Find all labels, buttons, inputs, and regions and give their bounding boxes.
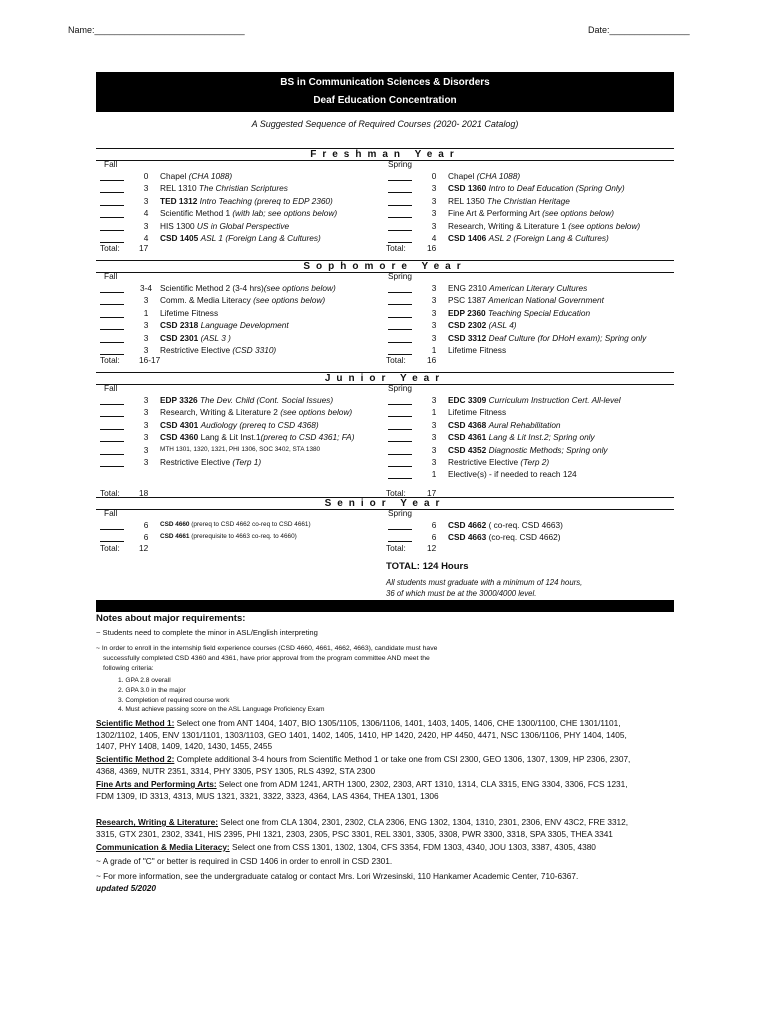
scientific-method-1-note: [96, 718, 686, 753]
course-entry: [448, 332, 646, 344]
spring-total-value: 16: [427, 243, 437, 254]
course-entry: [448, 170, 520, 182]
course-blank[interactable]: [100, 283, 124, 293]
note-internship-3: following criteria:: [103, 665, 154, 672]
credit-hours: 0: [431, 171, 437, 181]
credit-hours: 6: [431, 532, 437, 543]
course-entry: [448, 444, 608, 456]
course-entry: [160, 531, 297, 543]
freshman-year-header: Freshman Year: [96, 148, 674, 161]
course-title: Lifetime Fitness: [160, 307, 219, 318]
spring-total-label: Total:: [386, 487, 406, 498]
course-note: Curriculum Instruction Cert. All-level: [488, 395, 621, 405]
course-code: CSD 1405: [160, 233, 201, 243]
credit-hours: 3: [143, 345, 149, 355]
criteria-item: 1. GPA 2.8 overall: [118, 677, 171, 684]
credit-hours: 3: [431, 444, 437, 455]
course-entry: [448, 282, 587, 294]
course-entry: [160, 182, 288, 194]
course-code: CSD 4360: [160, 432, 201, 443]
credit-hours: 1: [431, 345, 437, 355]
course-entry: [448, 344, 506, 356]
credit-hours: 3: [431, 208, 437, 219]
course-blank[interactable]: [100, 333, 124, 343]
course-note: The Christian Scriptures: [198, 183, 288, 194]
cml-text: Select one from CSS 1301, 1302, 1304, CFS 3354, FDM 1303, 4340, JOU 1303, 3387, 4305, 4380: [229, 842, 596, 852]
course-title: Research, Writing & Literature 2: [160, 407, 281, 418]
program-title: BS in Communication Sciences & Disorders: [280, 77, 490, 88]
course-title: Scientific Method 1: [160, 208, 233, 219]
spring-total-value: 12: [427, 542, 437, 553]
note-minor: ~ Students need to complete the minor in ASL/English interpreting: [96, 628, 318, 637]
credit-hours: 3: [431, 395, 437, 405]
fall-total-value: 12: [139, 542, 149, 553]
course-code: EDP 3326: [160, 395, 200, 405]
cml-label: Communication & Media Literacy:: [96, 842, 230, 852]
course-code: CSD 4663: [448, 532, 489, 543]
spring-total-value: 17: [427, 487, 437, 498]
concentration-title: Deaf Education Concentration: [313, 95, 457, 106]
credit-hours: 3: [431, 419, 437, 430]
fa-text: Select one from ADM 1241, ARTH 1300, 2302, 2303, ART 1310, 1314, CLA 3315, ENG 3304, 3306, FCS 1231,: [216, 779, 628, 789]
course-entry: [160, 220, 289, 232]
course-note: ASL 2 (Foreign Lang & Cultures): [488, 233, 609, 243]
credit-hours: 3: [431, 295, 437, 306]
course-blank[interactable]: [100, 457, 124, 467]
credit-hours: 6: [431, 520, 437, 530]
fall-label: Fall: [104, 159, 118, 169]
course-blank[interactable]: [388, 407, 412, 417]
course-title: (prereq to CSD 4662 co-req to CSD 4661): [191, 521, 311, 528]
course-code: CSD 1406: [448, 233, 489, 243]
course-entry: [160, 207, 337, 219]
graduation-note-1: All students must graduate with a minimum of 124 hours,: [386, 578, 583, 587]
credit-hours: 1: [431, 407, 437, 418]
course-blank[interactable]: [100, 196, 124, 206]
course-title: (prerequisite to 4663 co-req. to 4660): [191, 533, 297, 541]
spring-label: Spring: [388, 159, 412, 169]
course-entry: [160, 307, 218, 319]
fall-total-value: 16-17: [139, 355, 161, 366]
criteria-item: 2. GPA 3.0 in the major: [118, 686, 186, 694]
research-writing-note: [96, 817, 686, 840]
course-note: (see options below): [568, 220, 641, 231]
course-note: Diagnostic Methods; Spring only: [488, 444, 608, 455]
fall-label: Fall: [104, 271, 118, 281]
course-blank[interactable]: [100, 320, 124, 330]
course-title: Lifetime Fitness: [448, 407, 507, 418]
junior-year-header: Junior Year: [96, 372, 674, 385]
course-code: CSD 4661: [160, 533, 192, 541]
credit-hours: 3: [143, 407, 149, 418]
credit-hours: 3: [431, 307, 437, 318]
fall-total-label: Total:: [100, 487, 120, 498]
course-blank[interactable]: [388, 395, 412, 405]
course-title: Chapel: [160, 171, 189, 181]
course-entry: [448, 220, 640, 232]
credit-hours: 3: [143, 395, 149, 405]
scientific-method-2-note: [96, 754, 686, 777]
course-title: Scientific Method 2 (3-4 hrs): [160, 283, 264, 293]
course-code: CSD 2318: [160, 320, 201, 331]
course-note: (CHA 1088): [476, 171, 521, 181]
course-blank[interactable]: [388, 420, 412, 430]
course-note: (see options below): [263, 283, 336, 293]
course-title: Comm. & Media Literacy: [160, 295, 254, 306]
course-title: PSC 1387: [448, 295, 489, 306]
spring-label: Spring: [388, 271, 412, 281]
spring-total-value: 16: [427, 355, 437, 366]
course-entry: [160, 431, 354, 443]
course-code: EDC 3309: [448, 395, 489, 405]
fa-text: FDM 1309, ID 3313, 4313, MUS 1321, 3321, 3322, 3323, 4364, LAS 4364, THEA 1301, 1306: [96, 790, 439, 801]
notes-heading: Notes about major requirements:: [96, 613, 246, 624]
criteria-item: 4. Must achieve passing score on the ASL Language Proficiency Exam: [118, 706, 325, 714]
course-note: Lang & Lit Inst.2; Spring only: [488, 432, 595, 443]
fall-total-value: 18: [139, 487, 149, 498]
course-entry: [160, 406, 352, 418]
course-blank[interactable]: [100, 445, 124, 455]
credit-hours: 3: [143, 183, 149, 194]
course-title: REL 1350: [448, 195, 487, 206]
course-code: CSD 4368: [448, 419, 489, 430]
course-blank[interactable]: [100, 407, 124, 417]
course-blank[interactable]: [100, 395, 124, 405]
spring-label: Spring: [388, 383, 412, 393]
course-blank[interactable]: [388, 432, 412, 442]
course-note: Aural Rehabilitation: [488, 419, 561, 430]
course-note: American National Government: [488, 295, 604, 306]
credit-hours: 3: [143, 457, 149, 467]
note-internship-1: ~ In order to enroll in the internship field experience courses (CSD 4660, 4661, 4662, 4663), candidate must have: [96, 645, 438, 652]
course-blank[interactable]: [388, 196, 412, 206]
course-blank[interactable]: [388, 171, 412, 181]
course-note: The Christian Heritage: [486, 195, 570, 206]
credit-hours: 3: [143, 195, 149, 206]
course-code: CSD 2302: [448, 320, 489, 331]
course-note: Language Development: [200, 320, 289, 331]
course-entry: [160, 195, 333, 207]
course-blank[interactable]: [388, 320, 412, 330]
course-title: REL 1310: [160, 183, 199, 194]
course-title: Restrictive Elective: [160, 457, 233, 467]
course-blank[interactable]: [100, 208, 124, 218]
credit-hours: 3: [431, 195, 437, 206]
course-entry: [160, 456, 261, 468]
course-code: CSD 4301: [160, 419, 201, 430]
course-code: CSD 2301: [160, 332, 201, 343]
sm1-label: Scientific Method 1:: [96, 718, 175, 728]
course-entry: [160, 344, 276, 356]
date-field-label: Date:________________: [588, 25, 690, 35]
credit-hours: 0: [143, 171, 149, 181]
fall-total-value: 17: [139, 243, 149, 254]
course-blank[interactable]: [388, 457, 412, 467]
course-entry: [160, 232, 321, 244]
comm-media-note: [96, 842, 686, 854]
senior-year-header: Senior Year: [96, 497, 674, 510]
course-entry: [160, 444, 320, 456]
course-blank[interactable]: [388, 208, 412, 218]
course-blank[interactable]: [100, 420, 124, 430]
credit-hours: 3: [431, 432, 437, 443]
credit-hours: 3: [431, 332, 437, 343]
course-blank[interactable]: [388, 333, 412, 343]
credit-hours: 4: [431, 233, 437, 243]
course-note: Teaching Special Education: [487, 307, 591, 318]
course-entry: [448, 519, 563, 531]
course-code: CSD 4660: [160, 521, 192, 528]
course-entry: [448, 531, 561, 543]
credit-hours: 3-4: [140, 283, 152, 293]
credit-hours: 3: [143, 295, 149, 306]
fall-label: Fall: [104, 508, 118, 518]
course-code: CSD 1360: [448, 183, 489, 194]
credit-hours: 1: [143, 307, 149, 318]
title-banner: [96, 72, 674, 112]
course-title: Elective(s) - if needed to reach 124: [448, 469, 577, 480]
course-note: Intro to Deaf Education (Spring Only): [488, 183, 625, 194]
credit-hours: 3: [143, 332, 149, 343]
credit-hours: 3: [431, 183, 437, 194]
course-entry: [448, 456, 549, 468]
name-field-label: Name:______________________________: [68, 25, 245, 35]
fa-label: Fine Arts and Performing Arts:: [96, 779, 217, 789]
note-grade: ~ A grade of "C" or better is required in CSD 1406 in order to enroll in CSD 2301.: [96, 856, 393, 866]
course-entry: [448, 207, 614, 219]
course-note: (with lab; see options below): [232, 208, 338, 219]
notes-divider: [96, 600, 674, 612]
course-entry: [448, 307, 590, 319]
credit-hours: 4: [143, 208, 149, 219]
course-blank[interactable]: [100, 171, 124, 181]
course-note: (prereq to CSD 4361; FA): [260, 432, 355, 443]
credit-hours: 3: [431, 457, 437, 467]
course-code: CSD 4361: [448, 432, 489, 443]
course-note: US in Global Perspective: [196, 220, 290, 231]
credit-hours: 4: [143, 233, 149, 243]
sm1-text: 1407, PHY 1408, 1409, 1420, 1430, 1455, 2455: [96, 741, 273, 751]
sm2-text: 4368, 4369, NUTR 2351, 3314, PHY 3305, PSY 1305, RLS 4392, STA 2300: [96, 765, 376, 776]
course-entry: [160, 394, 333, 406]
course-entry: [160, 332, 231, 344]
course-blank[interactable]: [100, 432, 124, 442]
course-blank[interactable]: [100, 520, 124, 530]
course-entry: [448, 195, 570, 207]
course-note: (ASL 3 ): [200, 332, 231, 343]
course-code: CSD 4352: [448, 444, 489, 455]
course-blank[interactable]: [100, 221, 124, 231]
course-entry: [448, 182, 625, 194]
course-note: Audiology (prereq to CSD 4368): [200, 419, 319, 430]
course-entry: [448, 468, 577, 480]
note-info: ~ For more information, see the undergraduate catalog or contact Mrs. Lori Wrzesinski, 110 Hankamer Academic Center, 710-6367.: [96, 871, 579, 881]
course-note: (see options below): [253, 295, 326, 306]
criteria-item: 3. Completion of required course work: [118, 696, 230, 704]
course-entry: [160, 519, 311, 531]
course-note: (CHA 1088): [188, 171, 233, 181]
graduation-note-2: 36 of which must be at the 3000/4000 level.: [386, 589, 537, 598]
course-entry: [448, 294, 604, 306]
credit-hours: 3: [431, 320, 437, 331]
credit-hours: 3: [143, 444, 149, 455]
course-title: (co-req. CSD 4662): [488, 532, 561, 543]
course-title: Restrictive Elective: [448, 457, 521, 467]
credit-hours: 6: [143, 532, 149, 543]
updated-date: updated 5/2020: [96, 883, 156, 893]
course-note: (ASL 4): [488, 320, 517, 331]
course-blank[interactable]: [388, 445, 412, 455]
course-blank[interactable]: [388, 308, 412, 318]
credit-hours: 3: [431, 220, 437, 231]
course-blank[interactable]: [100, 308, 124, 318]
course-note: Intro Teaching (prereq to EDP 2360): [199, 195, 333, 206]
spring-total-label: Total:: [386, 243, 406, 254]
course-title: ( co-req. CSD 4663): [488, 520, 563, 530]
course-note: American Literary Cultures: [489, 283, 588, 293]
course-entry: [448, 319, 517, 331]
fine-arts-note: [96, 779, 686, 802]
course-entry: [448, 431, 595, 443]
course-blank[interactable]: [388, 283, 412, 293]
course-entry: [448, 394, 621, 406]
course-title: HIS 1300: [160, 220, 197, 231]
course-title: Lifetime Fitness: [448, 345, 507, 355]
course-blank[interactable]: [388, 221, 412, 231]
rwl-label: Research, Writing & Literature:: [96, 817, 219, 827]
course-title: ENG 2310: [448, 283, 490, 293]
course-entry: [160, 294, 325, 306]
course-entry: [448, 419, 561, 431]
page-subtitle: A Suggested Sequence of Required Courses (2020- 2021 Catalog): [251, 119, 519, 129]
course-blank[interactable]: [100, 183, 124, 193]
course-note: (CSD 3310): [232, 345, 277, 355]
course-blank[interactable]: [388, 295, 412, 305]
course-entry: [160, 319, 289, 331]
credit-hours: 3: [431, 283, 437, 293]
spring-total-label: Total:: [386, 542, 406, 553]
course-code: CSD 4662: [448, 520, 489, 530]
credit-hours: 6: [143, 520, 149, 530]
sophomore-year-header: Sophomore Year: [96, 260, 674, 273]
course-entry: [448, 406, 506, 418]
course-title: Lang & Lit Inst.1: [200, 432, 261, 443]
course-note: (Terp 2): [520, 457, 550, 467]
spring-total-label: Total:: [386, 355, 406, 366]
criteria-list: [118, 676, 708, 715]
fall-total-label: Total:: [100, 355, 120, 366]
course-entry: [448, 232, 609, 244]
course-title: MTH 1301, 1320, 1321, PHI 1306, SOC 3402, STA 1380: [160, 445, 321, 453]
rwl-text: 3315, GTX 2301, 2302, 3341, HIS 2395, PHI 1321, 2303, 2305, PSC 3301, REL 3301, 3305, 3308, PWR 3300, 3318, SPA 3305, THEA 3341: [96, 828, 613, 839]
course-blank[interactable]: [388, 183, 412, 193]
course-entry: [160, 282, 336, 294]
credit-hours: 3: [143, 419, 149, 430]
course-blank[interactable]: [388, 520, 412, 530]
course-note: Deaf Culture (for DHoH exam); Spring only: [488, 332, 647, 343]
course-title: Fine Art & Performing Art: [448, 208, 543, 219]
sm2-label: Scientific Method 2:: [96, 754, 175, 764]
spring-label: Spring: [388, 508, 412, 518]
total-hours: TOTAL: 124 Hours: [386, 561, 469, 572]
course-note: ASL 1 (Foreign Lang & Cultures): [200, 233, 321, 243]
course-entry: [160, 170, 232, 182]
rwl-text: Select one from CLA 1304, 2301, 2302, CLA 2306, ENG 1302, 1304, 1310, 2301, 2306, ENV 43C2, FRE 3312,: [218, 817, 629, 827]
sm1-text: Select one from ANT 1404, 1407, BIO 1305/1105, 1306/1106, 1401, 1403, 1405, 1406, CHE 1300/1100, CHE 1301/1101,: [174, 718, 621, 728]
course-note: (see options below): [280, 407, 353, 418]
course-title: Research, Writing & Literature 1: [448, 220, 569, 231]
sm1-text: 1302/1102, 1405, ENV 1301/1101, 1303/1103, GEO 1401, 1402, 1405, 1410, HP 1420, 2420, HP 4450, 4471, NSC 1306/1106, PHY 1404, 1405,: [96, 729, 627, 740]
course-note: (see options below): [542, 208, 615, 219]
course-code: CSD 3312: [448, 332, 489, 343]
course-title: Chapel: [448, 171, 477, 181]
fall-total-label: Total:: [100, 542, 120, 553]
course-code: EDP 2360: [448, 307, 488, 318]
course-blank[interactable]: [100, 295, 124, 305]
fall-total-label: Total:: [100, 243, 120, 254]
course-entry: [160, 419, 319, 431]
credit-hours: 3: [143, 320, 149, 331]
credit-hours: 3: [143, 220, 149, 231]
course-code: TED 1312: [160, 195, 200, 206]
sm2-text: Complete additional 3-4 hours from Scientific Method 1 or take one from CSI 2300, GEO 1306, 1307, 1309, HP 2306, 2307,: [174, 754, 631, 764]
course-note: (Terp 1): [232, 457, 262, 467]
course-blank[interactable]: [388, 469, 412, 479]
credit-hours: 3: [143, 432, 149, 443]
course-title: Restrictive Elective: [160, 345, 233, 355]
fall-label: Fall: [104, 383, 118, 393]
note-internship-2: successfully completed CSD 4360 and 4361, have prior approval from the program committee AND meet the: [103, 655, 430, 662]
course-note: The Dev. Child (Cont. Social Issues): [199, 395, 334, 405]
credit-hours: 1: [431, 469, 437, 480]
